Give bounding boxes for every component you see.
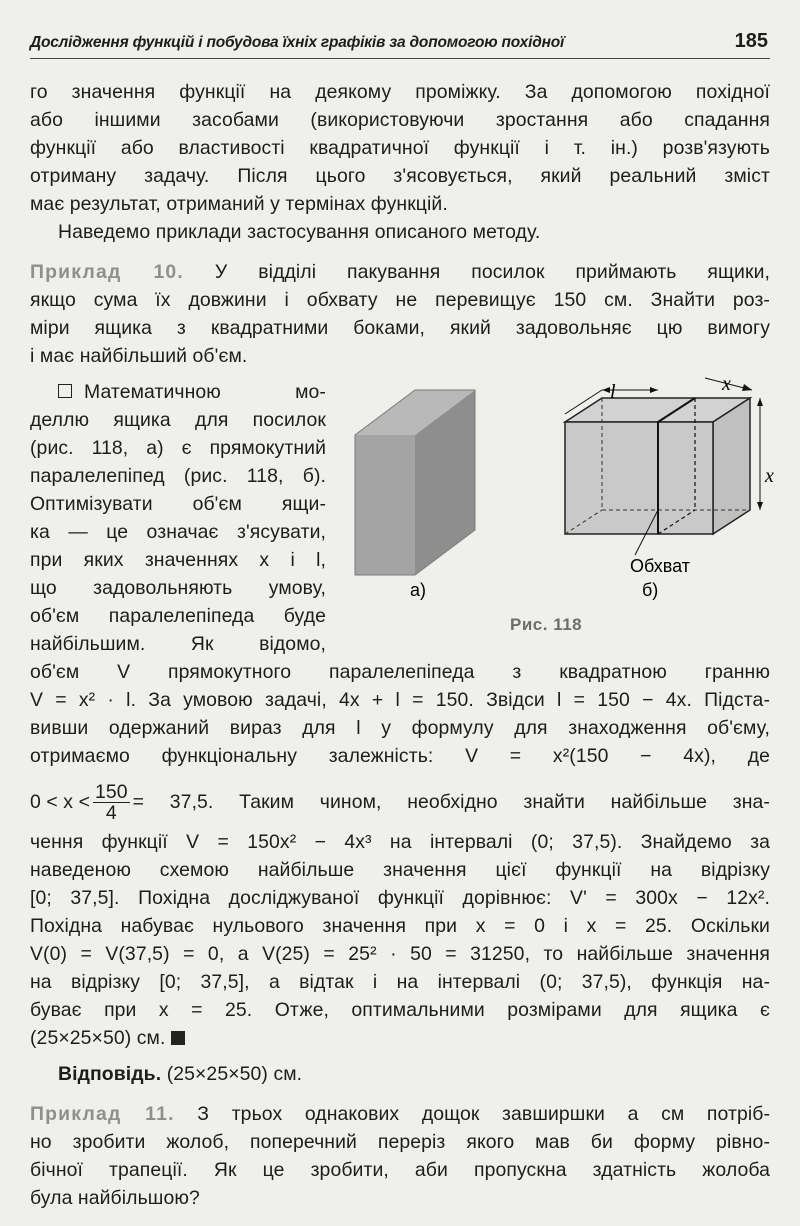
figure-118 [340,370,780,610]
example-11-statement: Приклад 11. З трьох однакових дощок завширшки a см потріб- [30,1103,771,1125]
page-header [30,28,770,59]
text-line: наведеною схемою найбільше значення цієї функції на відрізку [30,859,770,881]
example-11-label: Приклад 11. [30,1103,175,1125]
solution-end: (25×25×50) см. [30,1024,185,1052]
answer-label: Відповідь. [58,1063,162,1085]
text-line: функції або властивості квадратичної функції і т. ін.) розв'язують [30,137,770,159]
text-line: що задовольняють умову, [30,577,326,599]
text-line: [0; 37,5]. Похідна досліджуваної функції дорівнює: V' = 300x − 12x². [30,887,770,909]
solution-start-square-icon [58,384,72,398]
figure-caption: Рис. 118 [510,615,583,634]
example-10-statement: Приклад 10. У відділі пакування посилок приймають ящики, [30,261,770,283]
text-line: Похідна набуває нульового значення при x = 0 і x = 25. Оскільки [30,915,770,937]
text-line: го значення функції на деякому проміжку. За допомогою похідної [30,81,770,103]
text-line: і має найбільший об'єм. [30,345,248,367]
box-a-illustration [355,390,475,575]
label-x-top: x [722,373,731,395]
label-girth: Обхват [630,556,690,576]
page-number: 185 [734,30,768,52]
text-line: (рис. 118, а) є прямокутний [30,437,326,459]
text-line: найбільшим. Як відомо, [30,633,326,655]
example-10-label: Приклад 10. [30,261,185,283]
answer-text: (25×25×50) см. [166,1063,303,1085]
text-line: но зробити жолоб, поперечний переріз якого мав би форму рівно- [30,1131,770,1153]
label-a: а) [410,580,427,600]
running-title: Дослідження функцій і побудова їхніх графіків за допомогою похідної [30,34,565,51]
text-line: деллю ящика для посилок [30,409,326,431]
text-line: Наведемо приклади застосування описаного методу. [58,221,541,243]
text-line: була найбільшою? [30,1187,200,1209]
solution-start: Математичною мо- [58,378,326,406]
text-line: отримаємо функціональну залежність: V = x²(150 − 4x), де [30,745,770,767]
text-line: V = x² · l. За умовою задачі, 4x + l = 150. Звідси l = 150 − 4x. Підста- [30,689,770,711]
dimension-x-side [757,398,763,510]
text-line: об'єм паралелепіпеда буде [30,605,326,627]
text-line: на відрізку [0; 37,5], а відтак і на інтервалі (0; 37,5), функція на- [30,971,770,993]
label-x-side: x [765,465,774,487]
label-b: б) [642,580,659,600]
text-line: міри ящика з квадратними боками, який задовольняє цю вимогу [30,317,770,339]
text-line: чення функції V = 150x² − 4x³ на інтервалі (0; 37,5). Знайдемо за [30,831,770,853]
fraction-150-over-4: $\frac{150}{4}$ [95,780,128,824]
box-b-parallelepiped [565,378,763,555]
text-line: вивши одержаний вираз для l у формулу для знаходження об'єму, [30,717,770,739]
end-of-proof-icon [171,1031,185,1045]
text-line: або іншими засобами (використовуючи зростання або спадання [30,109,770,131]
text-line: буває при x = 25. Отже, оптимальними розмірами для ящика є [30,999,770,1021]
text-line: має результат, отриманий у термінах функцій. [30,193,448,215]
text-line: Оптимізувати об'єм ящи- [30,493,326,515]
text-line: паралелепіпед (рис. 118, б). [30,465,326,487]
inequality-line: 0 < x < $\frac{150}{4}$ = 37,5. Таким чином, необхідно знайти найбільше зна- [30,780,770,824]
text-line: V(0) = V(37,5) = 0, а V(25) = 25² · 50 = 31250, то найбільше значення [30,943,770,965]
text-line: якщо сума їх довжини і обхвату не перевищує 150 см. Знайти роз- [30,289,770,311]
text-line: при яких значеннях x і l, [30,549,326,571]
text-line: отриману задачу. Після цього з'ясовується, який реальний зміст [30,165,770,187]
text-line: об'єм V прямокутного паралелепіпеда з квадратною гранню [30,661,770,683]
text-line: бічної трапеції. Як це зробити, аби пропускна здатність жолоба [30,1159,770,1181]
label-l: l [610,381,616,403]
answer-line [58,1060,302,1088]
text-line: ка — це означає з'ясувати, [30,521,326,543]
